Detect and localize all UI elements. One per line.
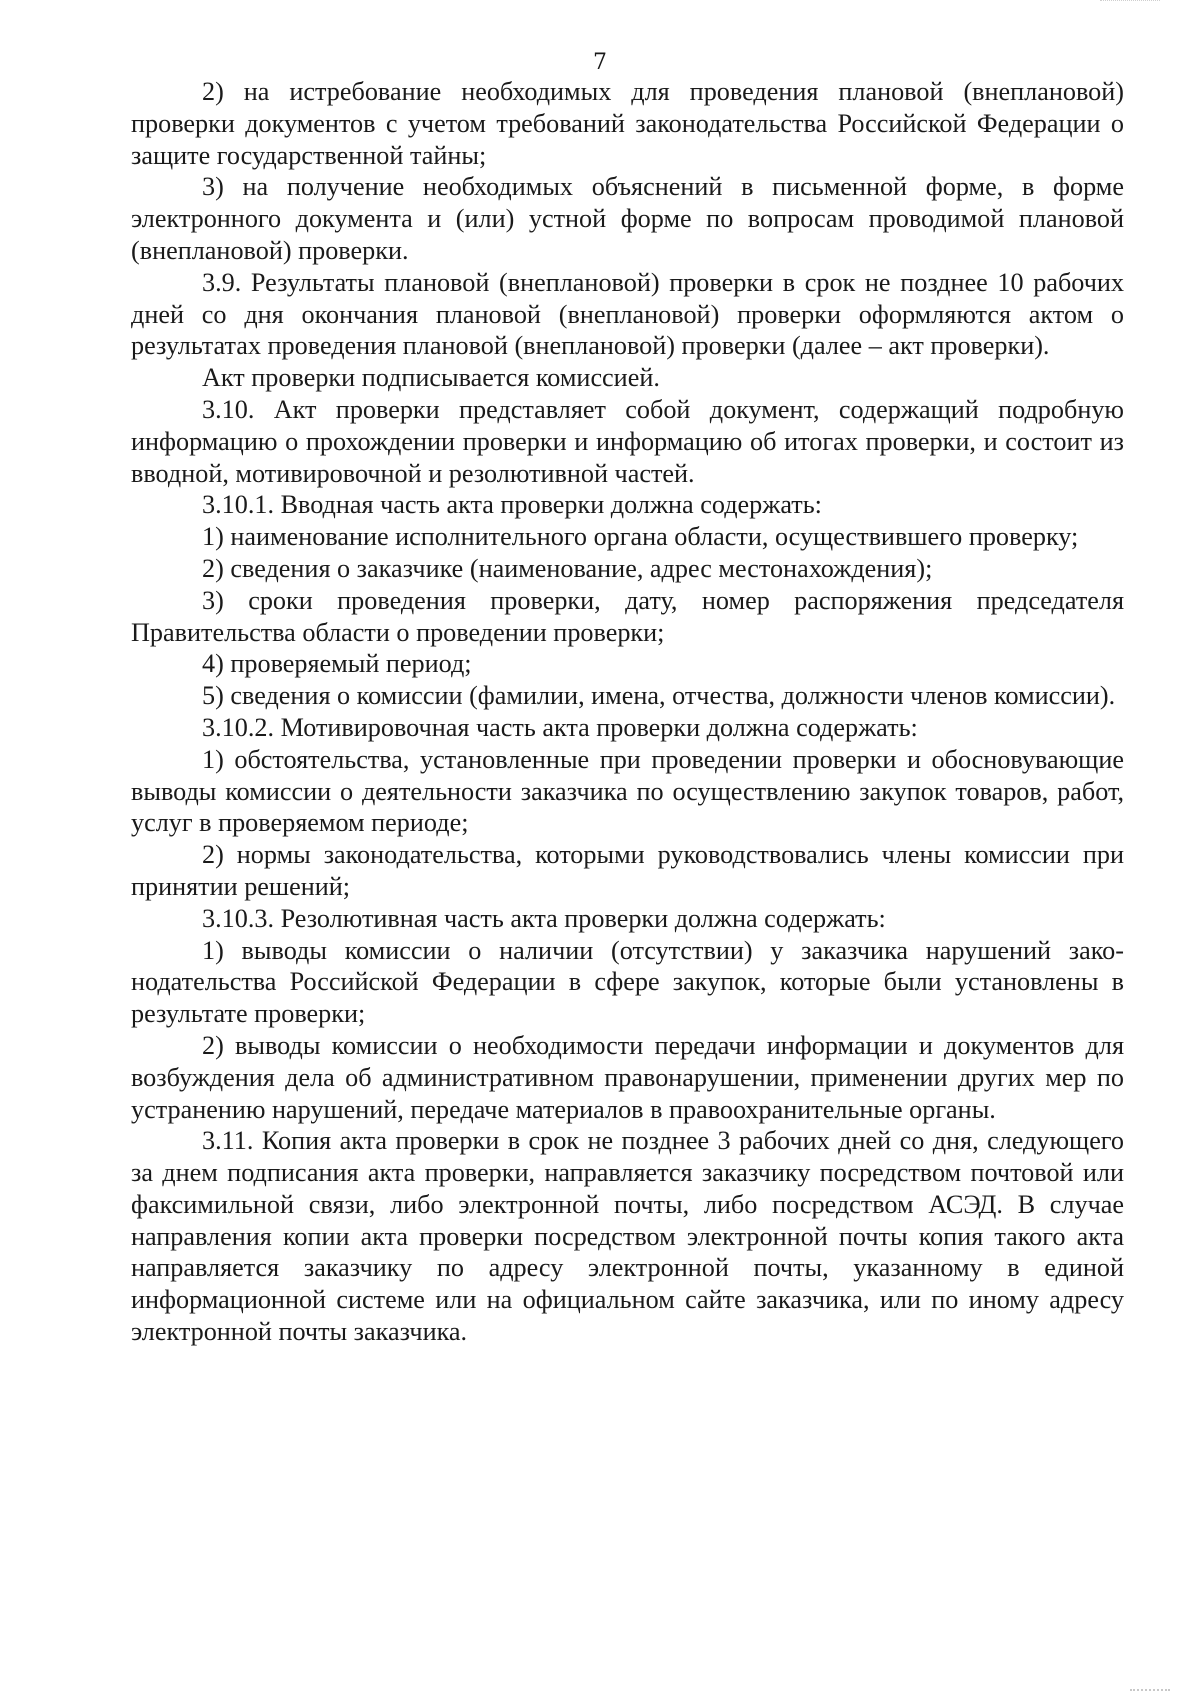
paragraph-resolution-item-1: 1) выводы комиссии о наличии (отсутствии) у заказчика нарушений законодательства Российской Федерации в сфере закупок, которые были установлены в результате проверки; — [131, 935, 1124, 1029]
paragraph-motivation-item-1: 1) обстоятельства, установленные при проведении проверки и обосновувающие выводы комиссии о деятельности заказчика по осуществлению закупок товаров, работ, услуг в проверяемом периоде; — [131, 744, 1124, 838]
paragraph-3-10-3-resolution-part: 3.10.3. Резолютивная часть акта проверки должна содержать: — [202, 903, 886, 933]
paragraph-item-2-request-documents: 2) на истребование необходимых для проведения плановой (внеплановой) проверки документов с учетом требований законодательства Российской Федерации о защите государственной тайны; — [131, 77, 1124, 170]
paragraph-intro-item-5: 5) сведения о комиссии (фамилии, имена, отчества, должности членов комиссии). — [202, 681, 1116, 711]
paragraph-resolution-item-2: 2) выводы комиссии о необходимости передачи информации и документов для возбуждения дела об административном правонарушении, применении других мер по устранению нарушений, передаче материалов в правоохранительные органы. — [131, 1030, 1124, 1124]
paragraph-3-11-copy-of-act: 3.11. Копия акта проверки в срок не позднее 3 рабочих дней со дня, следующего за днем подписания акта проверки, направляется заказчику посредством почтовой или факсимильной связи, либо электронной почты, либо посредством АСЭД. В случае направления копии акта проверки посредством электронной почты копия такого акта направляется заказчику по адресу электронной почты, указанному в единой информационной системе или на официальном сайте заказчика, или по иному адресу электронной почты заказчика. — [131, 1126, 1124, 1347]
scan-artifact-top — [1100, 0, 1160, 5]
paragraph-3-9-results: 3.9. Результаты плановой (внеплановой) проверки в срок не позднее 10 рабочих дней со дня окончания плановой (внеплановой) проверки оформляются актом о результатах проведения плановой (внеплановой) проверки (далее – акт проверки). — [131, 267, 1124, 361]
paragraph-3-10-2-motivation-part: 3.10.2. Мотивировочная часть акта проверки должна содержать: — [202, 712, 918, 742]
paragraph-item-3-explanations: 3) на получение необходимых объяснений в письменной форме, в форме электронного документа и (или) устной форме по вопросам проводимой плановой (внеплановой) проверки. — [131, 172, 1124, 265]
document-body — [131, 76, 1124, 1348]
paragraph-act-signed: Акт проверки подписывается комиссией. — [202, 363, 660, 393]
paragraph-3-10-act: 3.10. Акт проверки представляет собой документ, содержащий подробную информацию о прохождении проверки и информацию об итогах проверки, и состоит из вводной, мотивировочной и резолютивной частей. — [131, 394, 1124, 488]
paragraph-3-10-1-intro-part: 3.10.1. Вводная часть акта проверки должна содержать: — [202, 490, 822, 520]
paragraph-intro-item-2: 2) сведения о заказчике (наименование, адрес местонахождения); — [202, 553, 933, 583]
paragraph-intro-item-4: 4) проверяемый период; — [202, 649, 472, 679]
page-number: 7 — [593, 50, 607, 75]
paragraph-intro-item-3: 3) сроки проведения проверки, дату, номер распоряжения председателя Правительства области о проведении проверки; — [131, 585, 1124, 647]
paragraph-motivation-item-2: 2) нормы законодательства, которыми руководствовались члены комиссии при принятии решений; — [131, 840, 1124, 901]
scan-artifact-bottom — [1130, 1683, 1170, 1691]
paragraph-intro-item-1: 1) наименование исполнительного органа области, осуществившего проверку; — [202, 522, 1079, 552]
